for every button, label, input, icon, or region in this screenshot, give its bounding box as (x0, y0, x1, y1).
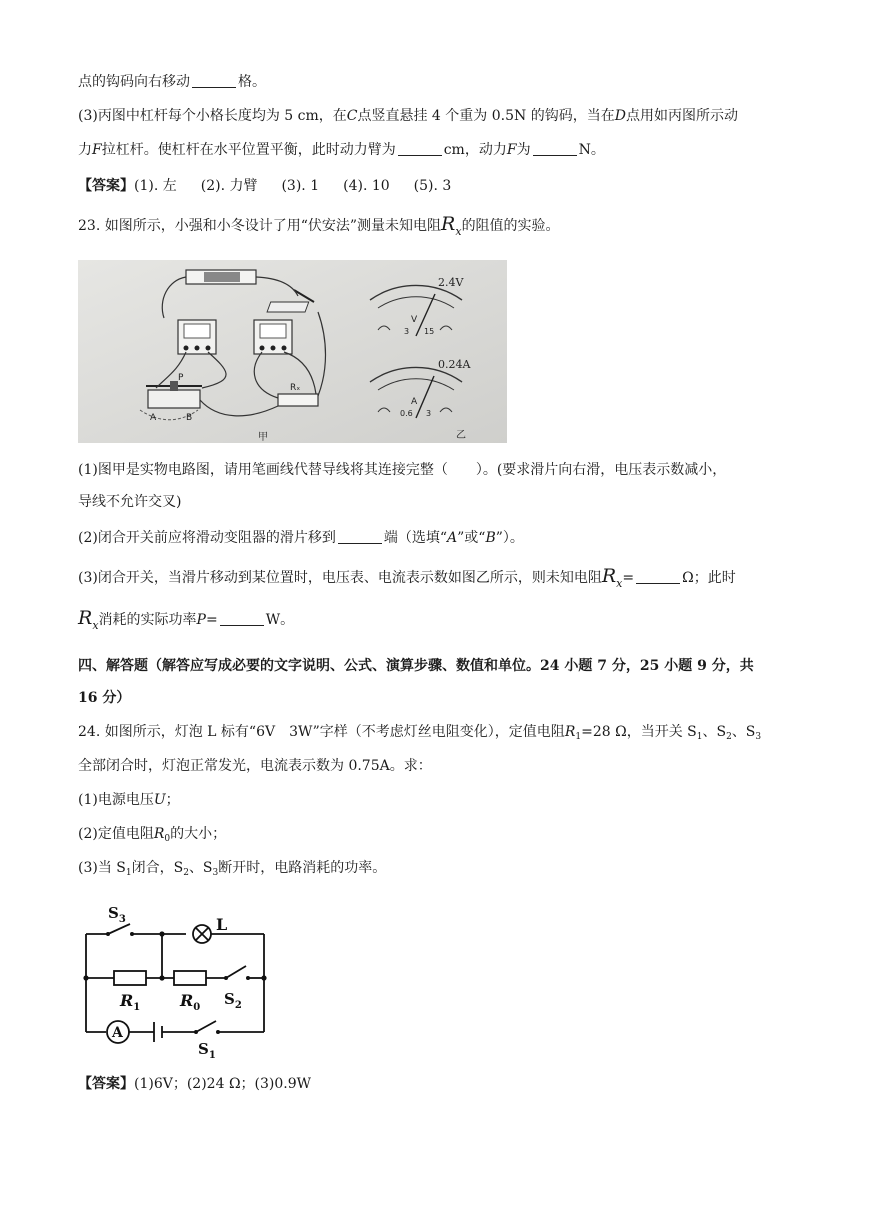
figure-label-jia: 甲 (258, 432, 268, 443)
svg-text:S1: $S_1$ (198, 1040, 216, 1060)
text: (1)电源电压 (78, 792, 154, 808)
answer-blank (220, 611, 264, 626)
answer-text: (1)6V；(2)24 Ω；(3)0.9W (134, 1076, 312, 1092)
q23-part1-line-1 (78, 460, 726, 480)
symbol-U: U (153, 792, 166, 808)
subscript: 2 (726, 732, 732, 742)
text: 拉杠杆。使杠杆在水平位置平衡，此时动力臂为 (101, 142, 396, 158)
text: (3)闭合开关，当滑片移动到某位置时，电压表、电流表示数如图乙所示，则未知电阻 (78, 570, 602, 586)
slider-label-P: P (178, 373, 184, 383)
svg-text:S3: $S_3$ (108, 904, 126, 925)
text: 的阻值的实验。 (461, 218, 560, 234)
q24-stem-line-1 (78, 722, 761, 747)
text: W。 (265, 612, 295, 628)
svg-text:R0: $R_0$ (180, 991, 201, 1013)
text: 点用如丙图所示动 (625, 108, 738, 124)
text: 点的钩码向右移动 (78, 74, 190, 90)
text: (1)图甲是实物电路图，请用笔画线代替导线将其连接完整（ (78, 462, 448, 478)
text: 、S (188, 860, 213, 876)
answer-item: (3). 1 (281, 178, 320, 194)
circuit-diagram (78, 900, 268, 1060)
force-F: F (92, 142, 102, 158)
terminal-label: 15 (424, 327, 435, 336)
svg-text:S2: $S_2$ (224, 990, 242, 1011)
lamp-label: L (216, 915, 228, 934)
text: 力 (78, 142, 92, 158)
text: = (622, 570, 635, 586)
text: 端（选填“ (383, 530, 448, 546)
subscript: 1 (125, 868, 132, 878)
terminal-label: 3 (404, 327, 410, 336)
text: 23. 如图所示，小强和小冬设计了用“伏安法”测量未知电阻 (78, 218, 442, 234)
text: cm，动力 (443, 142, 507, 158)
q23-stem (78, 214, 560, 242)
answer-blank (636, 569, 680, 584)
text: N。 (578, 142, 605, 158)
text: 消耗的实际功率 (98, 612, 197, 628)
terminal-label-B: B (186, 413, 193, 423)
answer-label: 【答案】 (78, 178, 134, 194)
q23-part2 (78, 528, 524, 548)
circuit-diagram-drawing (78, 900, 268, 1060)
section-heading-line-1 (78, 656, 754, 676)
text: ”或“ (457, 530, 486, 546)
answer-item: (1). 左 (134, 178, 177, 194)
text: 、S (731, 724, 756, 740)
figure-label-yi: 乙 (456, 430, 466, 441)
text: Ω；此时 (682, 570, 736, 586)
text: =28 Ω，当开关 S (581, 724, 697, 740)
ammeter-label: A (112, 1025, 123, 1041)
text: (2)闭合开关前应将滑动变阻器的滑片移到 (78, 530, 336, 546)
section-heading: 四、解答题（解答应写成必要的文字说明、公式、演算步骤、数值和单位。24 小题 7 分，25 小题 9 分，共 (78, 658, 754, 674)
q23-part1-line-2 (78, 492, 181, 512)
symbol-Rx: $R_x$ (441, 213, 462, 238)
section-heading: 16 分） (78, 690, 131, 706)
voltmeter-reading: 2.4V (438, 276, 464, 289)
q24-stem-line-2 (78, 756, 432, 776)
q24-question-1 (78, 790, 180, 810)
answer-blank (338, 529, 382, 544)
text: 24. 如图所示，灯泡 L 标有“6V 3W”字样（不考虑灯丝电阻变化），定值电阻 (78, 724, 565, 740)
voltmeter-label: V (411, 315, 418, 325)
answer-blank (398, 141, 442, 156)
text: (3)丙图中杠杆每个小格长度均为 5 cm，在 (78, 108, 347, 124)
symbol-R: R (153, 826, 165, 842)
subscript: 3 (755, 732, 762, 742)
option-A: A (447, 530, 458, 546)
force-F: F (506, 142, 517, 158)
text: ）。(要求滑片向右滑，电压表示数减小， (475, 462, 727, 478)
terminal-label-A: A (150, 413, 157, 423)
terminal-label: 3 (426, 409, 432, 418)
experiment-photo-drawing (78, 260, 507, 443)
text: ； (165, 792, 180, 808)
resistor-label: Rₓ (290, 383, 301, 393)
text: 为 (516, 142, 531, 158)
q22-answer (78, 176, 451, 196)
terminal-label: 0.6 (400, 409, 413, 418)
text: (2)定值电阻 (78, 826, 154, 842)
text: 导线不允许交叉) (78, 494, 182, 510)
answer-item: (5). 3 (413, 178, 452, 194)
q23-part3-line-2 (78, 608, 294, 636)
point-C: C (346, 108, 358, 124)
q23-part3-line-1 (78, 566, 736, 594)
symbol-Rx: $R_x$ (78, 607, 99, 632)
ammeter-label: A (411, 397, 418, 407)
subscript: 3 (212, 868, 219, 878)
text: ”）。 (495, 530, 524, 546)
point-D: D (614, 108, 626, 124)
q22-part3-line-1 (78, 106, 738, 126)
option-B: B (485, 530, 496, 546)
text: 、S (702, 724, 727, 740)
text: 断开时，电路消耗的功率。 (218, 860, 387, 876)
subscript: 0 (164, 834, 171, 844)
answer-label: 【答案】 (78, 1076, 134, 1092)
svg-text:R1: $R_1$ (120, 991, 141, 1013)
section-heading-line-2 (78, 688, 130, 708)
experiment-photo (78, 260, 507, 443)
text: 点竖直悬挂 4 个重为 0.5N 的钩码，当在 (357, 108, 615, 124)
text: = (205, 612, 218, 628)
symbol-P: P (196, 612, 206, 628)
q24-question-2 (78, 824, 226, 849)
subscript: 2 (183, 868, 189, 878)
q24-answer (78, 1074, 311, 1094)
subscript: 1 (575, 732, 582, 742)
text: 闭合，S (131, 860, 184, 876)
q22-line-1 (78, 72, 266, 92)
answer-blank (192, 73, 236, 88)
text: 格。 (238, 74, 266, 90)
symbol-Rx: $R_x$ (601, 565, 623, 590)
ammeter-reading: 0.24A (438, 358, 471, 371)
text: 全部闭合时，灯泡正常发光，电流表示数为 0.75A。求： (78, 758, 432, 774)
symbol-R: R (564, 724, 576, 740)
answer-blank (533, 141, 577, 156)
answer-item: (2). 力臂 (200, 178, 258, 194)
answer-item: (4). 10 (343, 178, 390, 194)
q24-question-3 (78, 858, 386, 883)
text: (3)当 S (78, 860, 126, 876)
text: 的大小； (170, 826, 227, 842)
q22-part3-line-2 (78, 140, 605, 160)
subscript: 1 (696, 732, 703, 742)
